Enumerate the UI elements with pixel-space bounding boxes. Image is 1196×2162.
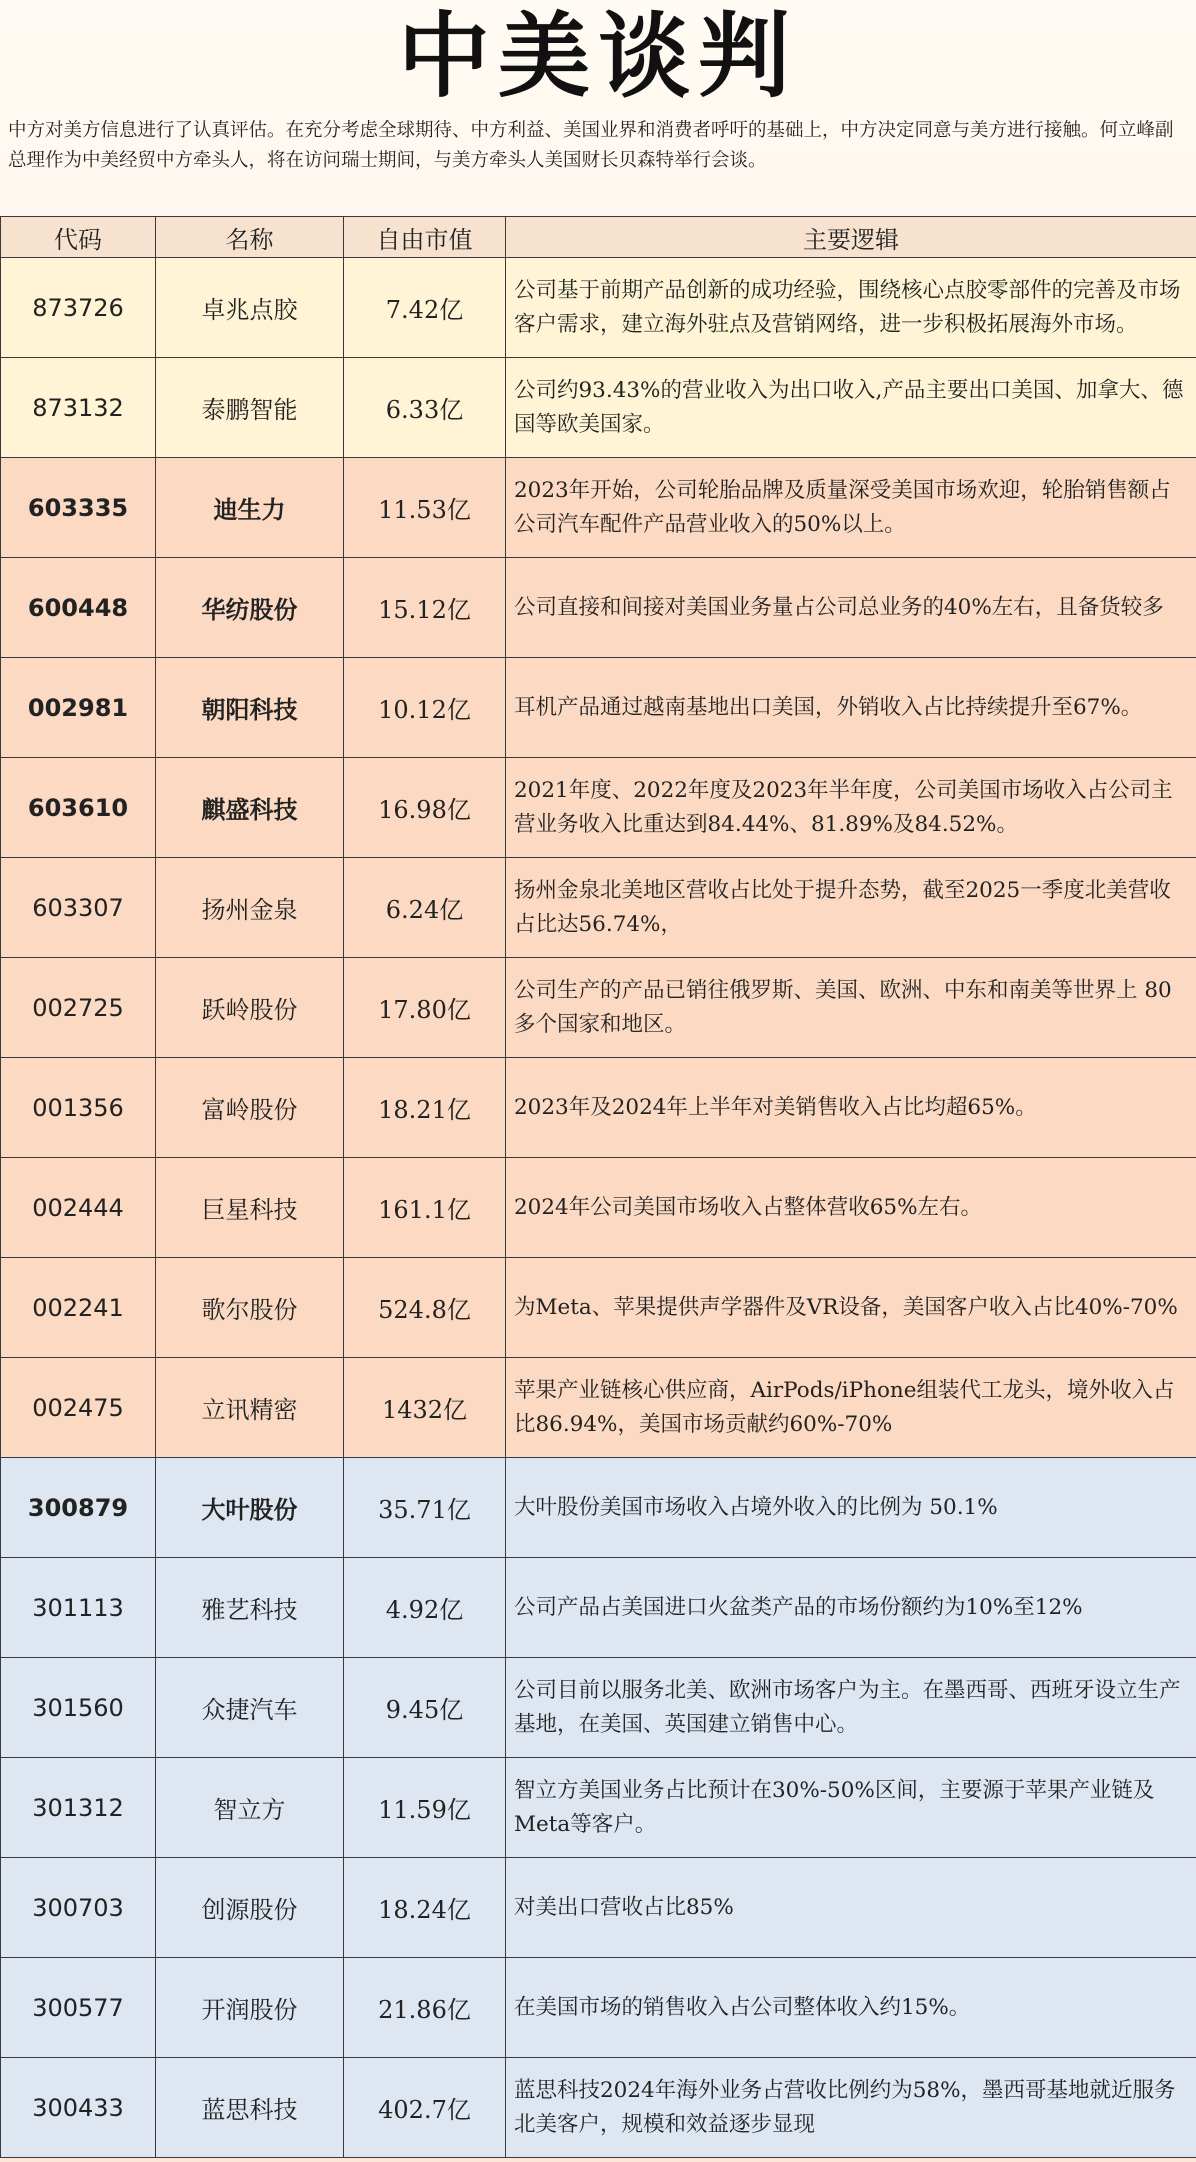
header-name: 名称 xyxy=(156,217,344,258)
stock-name: 歌尔股份 xyxy=(156,1258,344,1358)
table-row xyxy=(1,858,1196,958)
main-logic: 公司约93.43%的营业收入为出口收入,产品主要出口美国、加拿大、德国等欧美国家。 xyxy=(506,358,1196,458)
free-market-cap: 35.71亿 xyxy=(344,1458,506,1558)
stock-code: 301560 xyxy=(1,1658,156,1758)
stock-name: 立讯精密 xyxy=(156,1358,344,1458)
stock-table xyxy=(0,216,1196,2158)
main-logic: 大叶股份美国市场收入占境外收入的比例为 50.1% xyxy=(506,1458,1196,1558)
table-row xyxy=(1,1358,1196,1458)
header-logic: 主要逻辑 xyxy=(506,217,1196,258)
main-logic: 对美出口营收占比85% xyxy=(506,1858,1196,1958)
main-logic: 苹果产业链核心供应商，AirPods/iPhone组装代工龙头，境外收入占比86.94%，美国市场贡献约60%-70% xyxy=(506,1358,1196,1458)
table-row xyxy=(1,1258,1196,1358)
stock-code: 873726 xyxy=(1,258,156,358)
stock-code: 301312 xyxy=(1,1758,156,1858)
table-row xyxy=(1,1058,1196,1158)
main-logic: 为Meta、苹果提供声学器件及VR设备，美国客户收入占比40%-70% xyxy=(506,1258,1196,1358)
stock-code: 002241 xyxy=(1,1258,156,1358)
free-market-cap: 16.98亿 xyxy=(344,758,506,858)
free-market-cap: 15.12亿 xyxy=(344,558,506,658)
main-logic: 公司产品占美国进口火盆类产品的市场份额约为10%至12% xyxy=(506,1558,1196,1658)
table-row xyxy=(1,458,1196,558)
stock-name: 创源股份 xyxy=(156,1858,344,1958)
stock-name: 迪生力 xyxy=(156,458,344,558)
stock-code: 603610 xyxy=(1,758,156,858)
table-row xyxy=(1,1858,1196,1958)
main-logic: 2023年开始，公司轮胎品牌及质量深受美国市场欢迎，轮胎销售额占公司汽车配件产品营业收入的50%以上。 xyxy=(506,458,1196,558)
free-market-cap: 6.24亿 xyxy=(344,858,506,958)
stock-code: 873132 xyxy=(1,358,156,458)
stock-code: 603307 xyxy=(1,858,156,958)
main-logic: 2023年及2024年上半年对美销售收入占比均超65%。 xyxy=(506,1058,1196,1158)
table-row xyxy=(1,1758,1196,1858)
table-row xyxy=(1,558,1196,658)
stock-name: 雅艺科技 xyxy=(156,1558,344,1658)
table-row xyxy=(1,1658,1196,1758)
table-row xyxy=(1,1558,1196,1658)
table-row xyxy=(1,358,1196,458)
stock-name: 智立方 xyxy=(156,1758,344,1858)
table-row xyxy=(1,2058,1196,2158)
stock-code: 001356 xyxy=(1,1058,156,1158)
main-logic: 蓝思科技2024年海外业务占营收比例约为58%，墨西哥基地就近服务北美客户，规模和效益逐步显现 xyxy=(506,2058,1196,2158)
stock-code: 002475 xyxy=(1,1358,156,1458)
stock-code: 300703 xyxy=(1,1858,156,1958)
main-logic: 耳机产品通过越南基地出口美国，外销收入占比持续提升至67%。 xyxy=(506,658,1196,758)
main-logic: 公司目前以服务北美、欧洲市场客户为主。在墨西哥、西班牙设立生产基地，在美国、英国建立销售中心。 xyxy=(506,1658,1196,1758)
table-row xyxy=(1,1958,1196,2058)
stock-code: 300577 xyxy=(1,1958,156,2058)
free-market-cap: 10.12亿 xyxy=(344,658,506,758)
free-market-cap: 1432亿 xyxy=(344,1358,506,1458)
main-logic: 在美国市场的销售收入占公司整体收入约15%。 xyxy=(506,1958,1196,2058)
free-market-cap: 18.21亿 xyxy=(344,1058,506,1158)
stock-name: 巨星科技 xyxy=(156,1158,344,1258)
free-market-cap: 524.8亿 xyxy=(344,1258,506,1358)
stock-code: 002981 xyxy=(1,658,156,758)
stock-code: 603335 xyxy=(1,458,156,558)
free-market-cap: 7.42亿 xyxy=(344,258,506,358)
main-logic: 公司直接和间接对美国业务量占公司总业务的40%左右，且备货较多 xyxy=(506,558,1196,658)
free-market-cap: 402.7亿 xyxy=(344,2058,506,2158)
stock-name: 众捷汽车 xyxy=(156,1658,344,1758)
stock-code: 600448 xyxy=(1,558,156,658)
stock-code: 301113 xyxy=(1,1558,156,1658)
stock-code: 002444 xyxy=(1,1158,156,1258)
stock-name: 华纺股份 xyxy=(156,558,344,658)
stock-name: 卓兆点胶 xyxy=(156,258,344,358)
main-logic: 公司基于前期产品创新的成功经验，围绕核心点胶零部件的完善及市场客户需求，建立海外驻点及营销网络，进一步积极拓展海外市场。 xyxy=(506,258,1196,358)
main-logic: 2024年公司美国市场收入占整体营收65%左右。 xyxy=(506,1158,1196,1258)
free-market-cap: 21.86亿 xyxy=(344,1958,506,2058)
table-row xyxy=(1,1458,1196,1558)
table-row xyxy=(1,958,1196,1058)
stock-name: 富岭股份 xyxy=(156,1058,344,1158)
free-market-cap: 9.45亿 xyxy=(344,1658,506,1758)
header-code: 代码 xyxy=(1,217,156,258)
free-market-cap: 11.53亿 xyxy=(344,458,506,558)
header-cap: 自由市值 xyxy=(344,217,506,258)
free-market-cap: 161.1亿 xyxy=(344,1158,506,1258)
table-row xyxy=(1,1158,1196,1258)
main-logic: 扬州金泉北美地区营收占比处于提升态势，截至2025一季度北美营收占比达56.74%， xyxy=(506,858,1196,958)
page-title: 中美谈判 xyxy=(397,2,798,110)
stock-name: 开润股份 xyxy=(156,1958,344,2058)
stock-name: 扬州金泉 xyxy=(156,858,344,958)
free-market-cap: 11.59亿 xyxy=(344,1758,506,1858)
stock-name: 跃岭股份 xyxy=(156,958,344,1058)
stock-name: 泰鹏智能 xyxy=(156,358,344,458)
stock-code: 002725 xyxy=(1,958,156,1058)
stock-code: 300879 xyxy=(1,1458,156,1558)
main-logic: 智立方美国业务占比预计在30%-50%区间，主要源于苹果产业链及Meta等客户。 xyxy=(506,1758,1196,1858)
free-market-cap: 17.80亿 xyxy=(344,958,506,1058)
main-logic: 公司生产的产品已销往俄罗斯、美国、欧洲、中东和南美等世界上 80多个国家和地区。 xyxy=(506,958,1196,1058)
table-row xyxy=(1,658,1196,758)
table-header-row xyxy=(1,217,1196,258)
stock-name: 蓝思科技 xyxy=(156,2058,344,2158)
intro-paragraph: 中方对美方信息进行了认真评估。在充分考虑全球期待、中方利益、美国业界和消费者呼吁的基础上，中方决定同意与美方进行接触。何立峰副总理作为中美经贸中方牵头人，将在访问瑞士期间，与美方牵头人美国财长贝森特举行会谈。 xyxy=(8,120,1174,171)
main-logic: 2021年度、2022年度及2023年半年度，公司美国市场收入占公司主营业务收入比重达到84.44%、81.89%及84.52%。 xyxy=(506,758,1196,858)
stock-name: 朝阳科技 xyxy=(156,658,344,758)
free-market-cap: 6.33亿 xyxy=(344,358,506,458)
table-row xyxy=(1,758,1196,858)
stock-code: 300433 xyxy=(1,2058,156,2158)
free-market-cap: 18.24亿 xyxy=(344,1858,506,1958)
table-body xyxy=(1,258,1196,2158)
stock-name: 麒盛科技 xyxy=(156,758,344,858)
table-row xyxy=(1,258,1196,358)
free-market-cap: 4.92亿 xyxy=(344,1558,506,1658)
stock-name: 大叶股份 xyxy=(156,1458,344,1558)
